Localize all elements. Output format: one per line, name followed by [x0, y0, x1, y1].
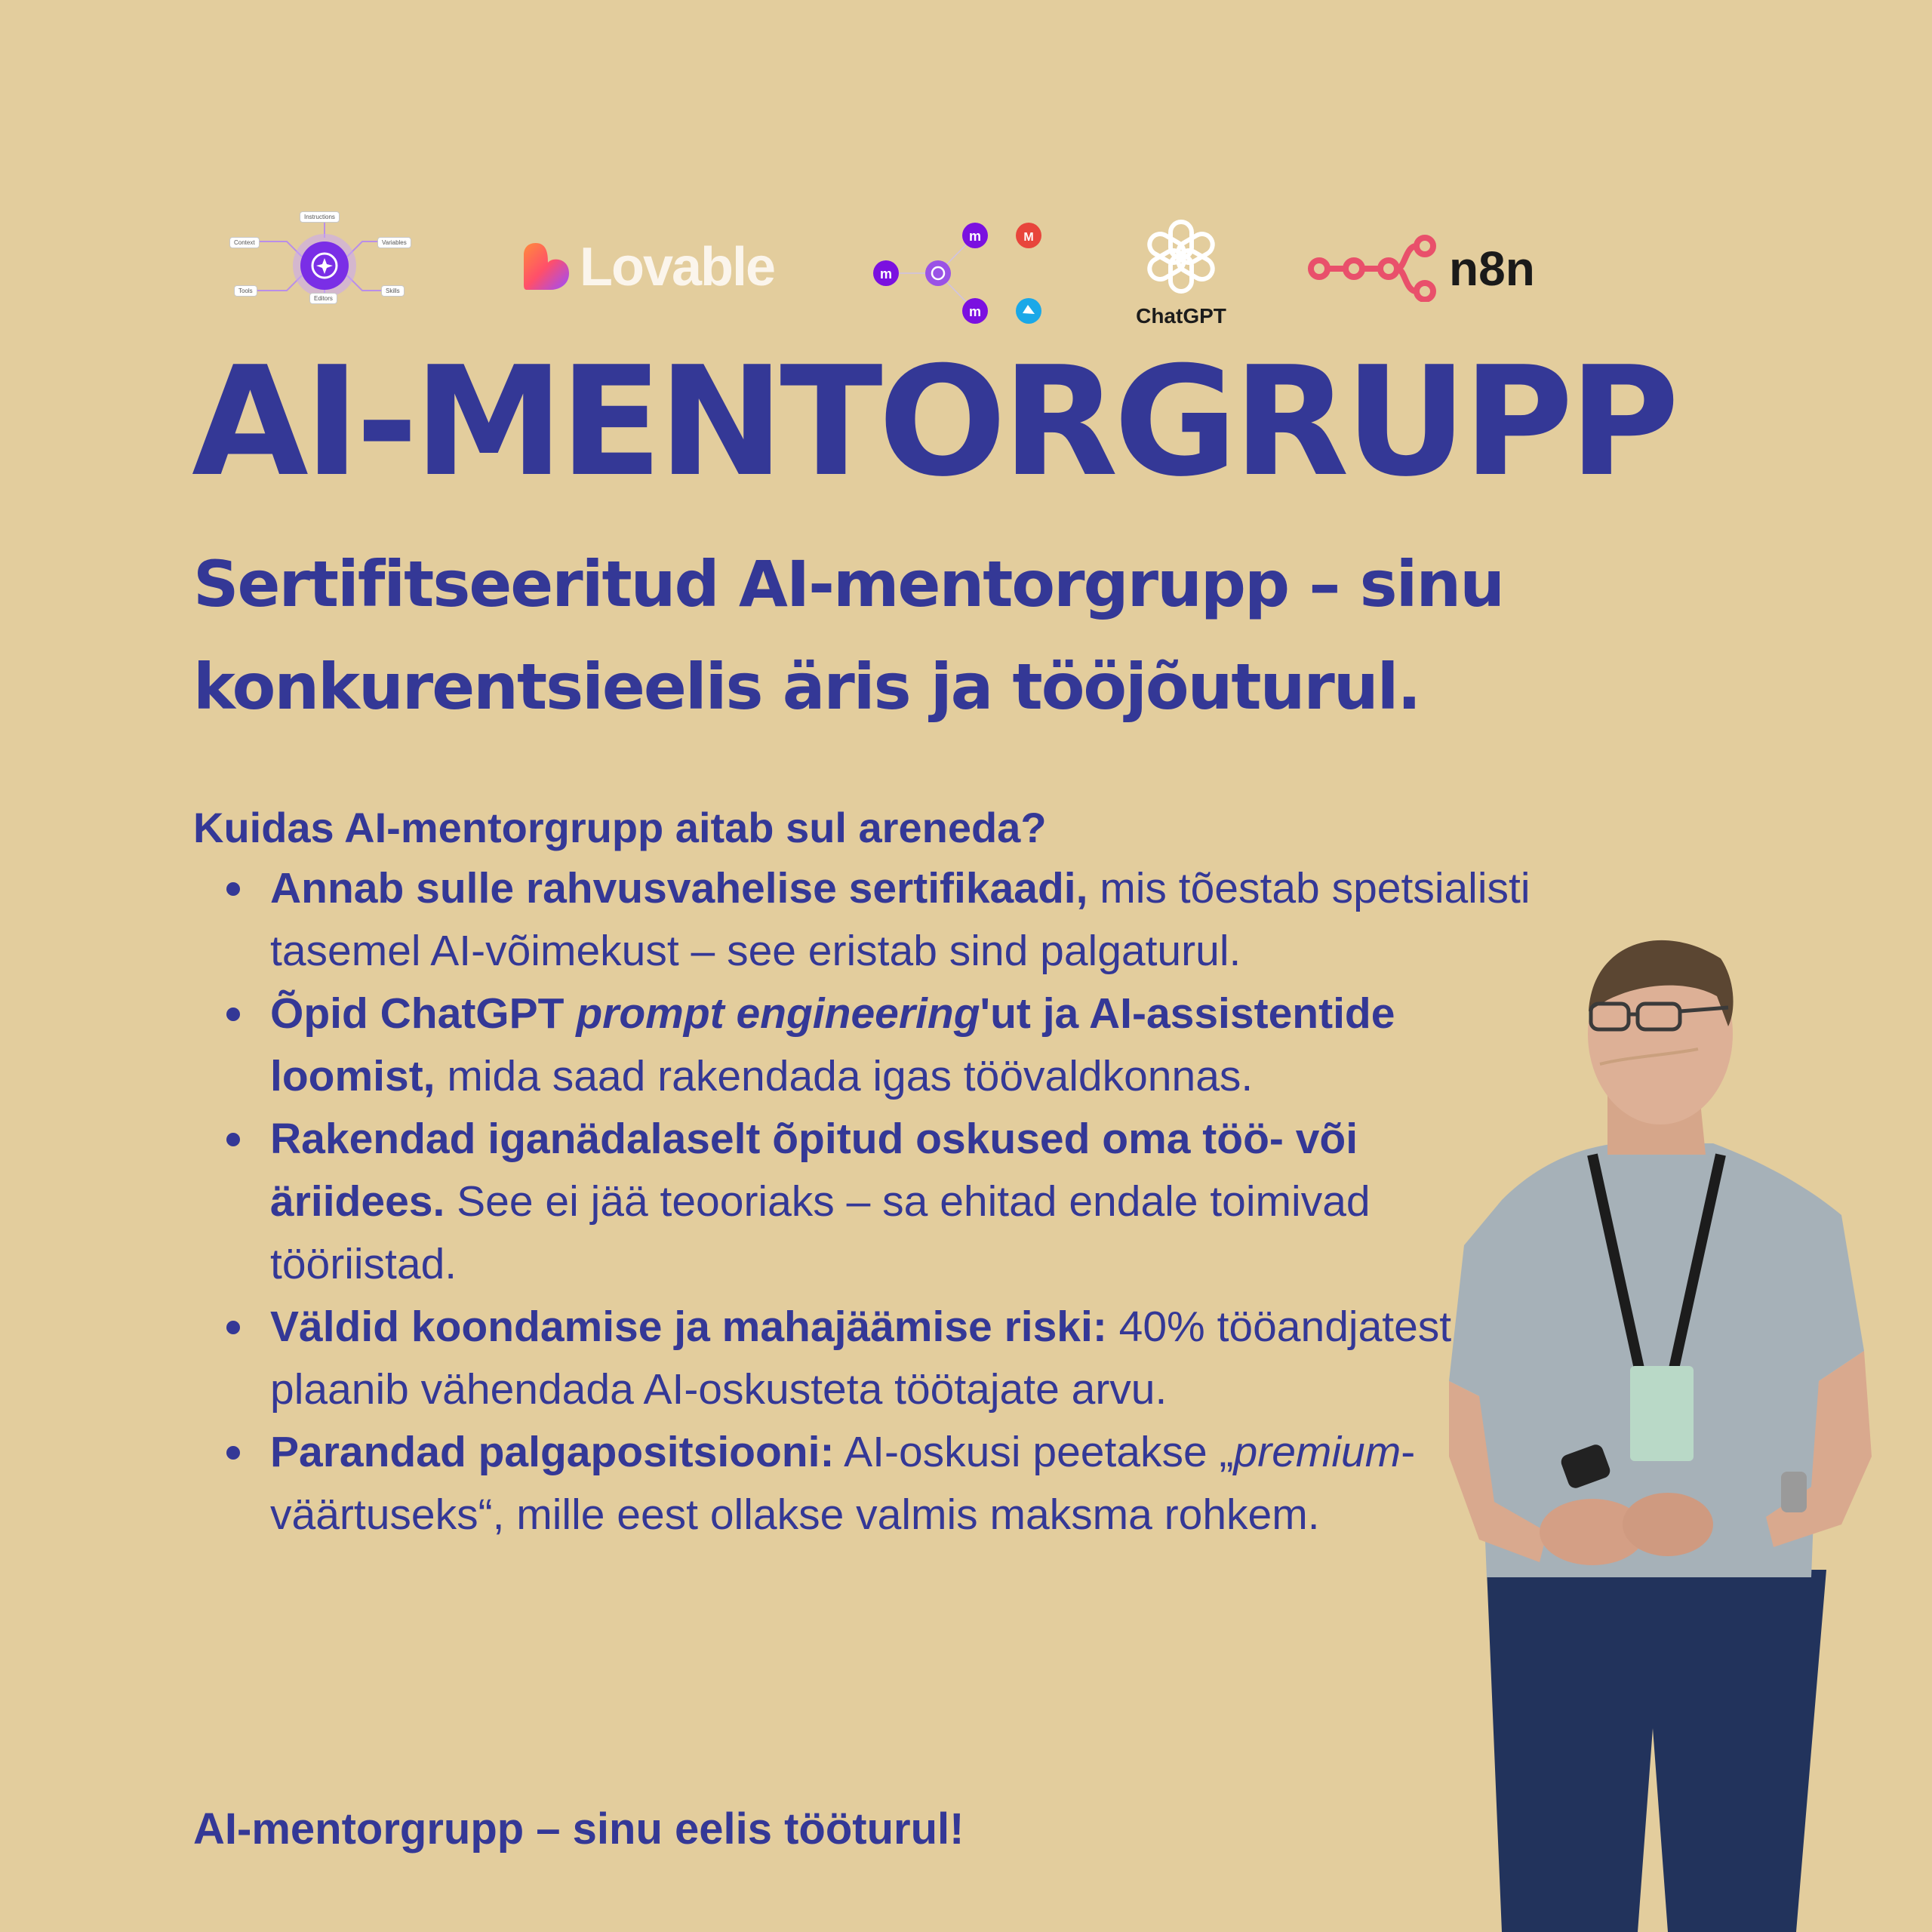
benefit-prompt-italic: prompt engineering — [576, 989, 980, 1038]
svg-text:m: m — [968, 229, 982, 244]
agent-label-instructions: Instructions — [300, 211, 340, 223]
page-title: AI-MENTORGRUPP — [192, 334, 1675, 510]
benefit-prompt-bold-start: Õpid ChatGPT — [270, 989, 577, 1038]
benefit-weekly-bold: Rakendad iganädalaselt õpitud oskused oma töö- või äriidees. — [270, 1115, 1358, 1226]
chatgpt-logo — [1128, 215, 1234, 332]
integration-flow-graphic — [868, 219, 1049, 332]
benefit-item-salary — [270, 1421, 1538, 1546]
benefit-item-prompt-engineering — [270, 983, 1538, 1108]
integration-flow-logo — [868, 219, 1049, 332]
svg-text:M: M — [1023, 231, 1034, 244]
benefit-certificate-text: mis tõestab spetsialisti tasemel AI-võimekust – see eristab sind palgaturul. — [270, 864, 1531, 975]
benefit-weekly-text: See ei jää teooriaks – sa ehitad endale toimivad tööriistad. — [270, 1177, 1371, 1288]
n8n-node-icon — [1306, 234, 1441, 302]
agent-label-tools: Tools — [234, 285, 257, 297]
benefits-list — [193, 857, 1538, 1546]
benefit-certificate-bold: Annab sulle rahvusvahelise sertifikaadi, — [270, 864, 1088, 912]
benefit-item-risk — [270, 1296, 1538, 1421]
benefits-question: Kuidas AI-mentorgrupp aitab sul areneda? — [193, 804, 1047, 851]
chatgpt-wordmark: ChatGPT — [1136, 304, 1226, 328]
agent-diagram-logo — [226, 204, 423, 309]
benefit-risk-bold: Väldid koondamise ja mahajäämise riski: — [270, 1303, 1107, 1351]
presenter-photo — [1419, 928, 1887, 1932]
agent-label-skills: Skills — [381, 285, 405, 297]
lovable-logo — [521, 235, 777, 299]
svg-text:m: m — [968, 304, 982, 319]
benefit-salary-bold: Parandad palgapositsiooni: — [270, 1428, 835, 1476]
n8n-logo — [1306, 234, 1547, 302]
page-subtitle: Sertifitseeritud AI-mentorgrupp – sinu konkurentsieelis äris ja tööjõuturul. — [193, 547, 1504, 724]
lovable-heart-icon — [521, 240, 574, 300]
svg-text:m: m — [879, 266, 893, 281]
agent-label-context: Context — [229, 237, 260, 248]
n8n-wordmark: n8n — [1449, 242, 1535, 296]
tool-logos-row — [0, 0, 1932, 347]
closing-tagline: AI-mentorgrupp – sinu eelis tööturul! — [193, 1804, 964, 1854]
benefit-prompt-bold-end: 'ut ja AI-assistentide loomist, — [270, 989, 1395, 1100]
benefit-salary-text-start: AI-oskusi peetakse „ — [834, 1428, 1234, 1476]
benefit-risk-text: 40% tööandjatest plaanib vähendada AI-oskusteta töötajate arvu. — [270, 1303, 1452, 1414]
benefit-salary-italic: premium — [1233, 1428, 1401, 1476]
benefit-item-weekly-practice — [270, 1108, 1538, 1296]
agent-label-editors: Editors — [309, 293, 337, 304]
lovable-wordmark: Lovable — [580, 237, 775, 297]
benefit-item-certificate — [270, 857, 1538, 983]
openai-knot-icon — [1128, 215, 1234, 298]
benefit-salary-text-end: -väärtuseks“, mille eest ollakse valmis maksma rohkem. — [270, 1428, 1416, 1539]
benefit-prompt-text: mida saad rakendada igas töövaldkonnas. — [435, 1052, 1254, 1100]
agent-label-variables: Variables — [377, 237, 411, 248]
